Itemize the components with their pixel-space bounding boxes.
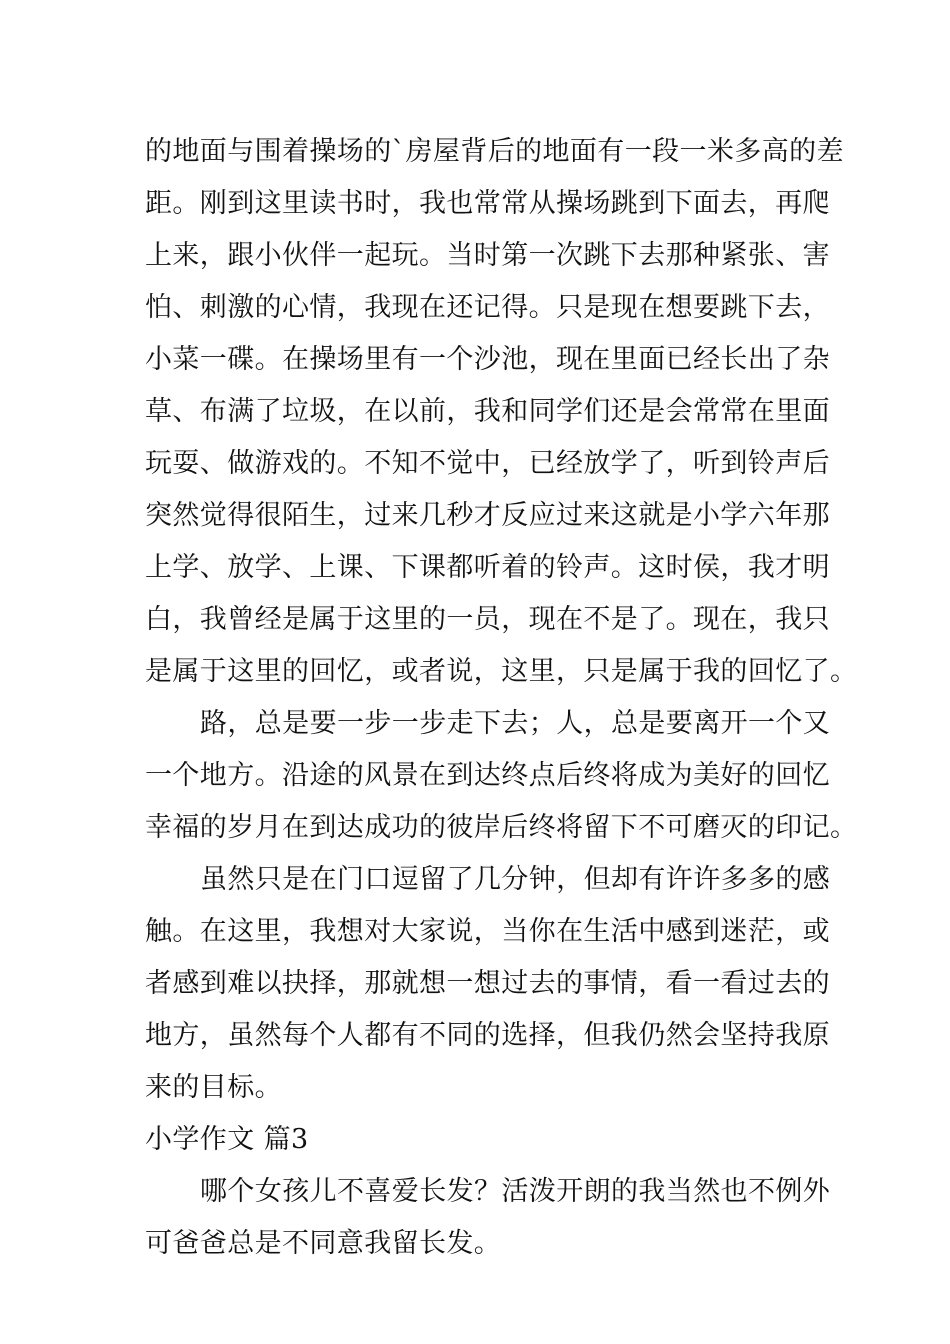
document-body [145,126,858,1270]
text-line: 小菜一碟。在操场里有一个沙池，现在里面已经长出了杂 [145,344,830,375]
text-line: 是属于这里的回忆，或者说，这里，只是属于我的回忆了。 [145,656,858,687]
text-line: 者感到难以抉择，那就想一想过去的事情，看一看过去的 [145,968,830,999]
paragraph-3 [145,854,831,1114]
text-line: 一个地方。沿途的风景在到达终点后终将成为美好的回忆 [145,760,830,791]
text-line: 草、布满了垃圾，在以前，我和同学们还是会常常在里面 [145,396,830,427]
text-line: 地方，虽然每个人都有不同的选择，但我仍然会坚持我原 [145,1020,830,1051]
text-line: 突然觉得很陌生，过来几秒才反应过来这就是小学六年那 [145,500,830,531]
section-heading: 小学作文 篇3 [145,1124,309,1155]
text-line: 哪个女孩儿不喜爱长发？活泼开朗的我当然也不例外 [200,1176,831,1207]
paragraph-2 [145,698,858,854]
text-line: 可爸爸总是不同意我留长发。 [145,1228,502,1259]
text-line: 触。在这里，我想对大家说，当你在生活中感到迷茫，或 [145,916,830,947]
text-line: 的地面与围着操场的`房屋背后的地面有一段一米多高的差 [145,136,844,167]
text-line: 玩耍、做游戏的。不知不觉中，已经放学了，听到铃声后 [145,448,830,479]
text-line: 怕、刺激的心情，我现在还记得。只是现在想要跳下去， [145,292,830,323]
text-line: 来的目标。 [145,1072,282,1103]
text-line: 上学、放学、上课、下课都听着的铃声。这时侯，我才明 [145,552,830,583]
text-line: 路，总是要一步一步走下去；人，总是要离开一个又 [200,708,831,739]
text-line: 上来，跟小伙伴一起玩。当时第一次跳下去那种紧张、害 [145,240,830,271]
text-line: 白，我曾经是属于这里的一员，现在不是了。现在，我只 [145,604,830,635]
paragraph-1 [145,126,858,698]
text-line: 虽然只是在门口逗留了几分钟，但却有许许多多的感 [200,864,831,895]
paragraph-4 [145,1166,831,1270]
text-line: 幸福的岁月在到达成功的彼岸后终将留下不可磨灭的印记。 [145,812,858,843]
text-line: 距。刚到这里读书时，我也常常从操场跳到下面去，再爬 [145,188,830,219]
